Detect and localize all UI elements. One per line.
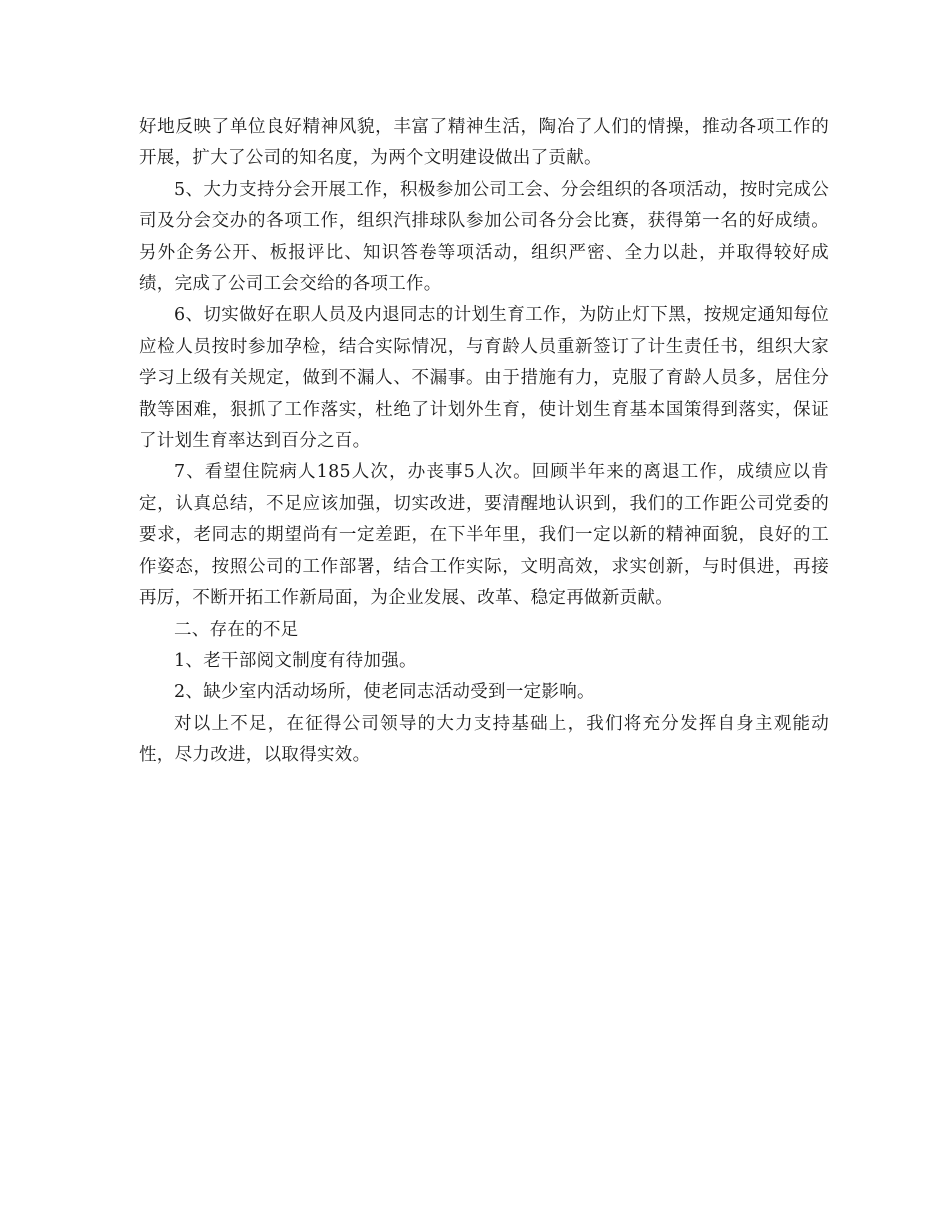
document-body [139, 112, 829, 772]
paragraph-item-6: 6、切实做好在职人员及内退同志的计划生育工作，为防止灯下黑，按规定通知每位应检人员按时参加孕检，结合实际情况，与育龄人员重新签订了计生责任书，组织大家学习上级有关规定，做到不漏人、不漏事。由于措施有力，克服了育龄人员多，居住分散等困难，狠抓了工作落实，杜绝了计划外生育，使计划生育基本国策得到落实，保证了计划生育率达到百分之百。 [139, 305, 829, 452]
paragraph-continuation: 好地反映了单位良好精神风貌，丰富了精神生活，陶冶了人们的情操，推动各项工作的开展，扩大了公司的知名度，为两个文明建设做出了贡献。 [139, 117, 829, 169]
paragraph-conclusion: 对以上不足，在征得公司领导的大力支持基础上，我们将充分发挥自身主观能动性，尽力改进，以取得实效。 [139, 713, 829, 766]
paragraph-item-5: 5、大力支持分会开展工作，积极参加公司工会、分会组织的各项活动，按时完成公司及分会交办的各项工作，组织汽排球队参加公司各分会比赛，获得第一名的好成绩。另外企务公开、板报评比、知识答卷等项活动，组织严密、全力以赴，并取得较好成绩，完成了公司工会交给的各项工作。 [139, 179, 829, 295]
section-heading-shortcomings: 二、存在的不足 [174, 619, 299, 640]
shortcoming-item-1: 1、老干部阅文制度有待加强。 [174, 650, 417, 671]
paragraph-item-7: 7、看望住院病人185人次，办丧事5人次。回顾半年来的离退工作，成绩应以肯定，认真总结，不足应该加强，切实改进，要清醒地认识到，我们的工作距公司党委的要求，老同志的期望尚有一定差距，在下半年里，我们一定以新的精神面貌，良好的工作姿态，按照公司的工作部署，结合工作实际，文明高效，求实创新，与时俱进，再接再厉，不断开拓工作新局面，为企业发展、改革、稳定再做新贡献。 [139, 462, 829, 609]
shortcoming-item-2: 2、缺少室内活动场所，使老同志活动受到一定影响。 [174, 682, 595, 703]
